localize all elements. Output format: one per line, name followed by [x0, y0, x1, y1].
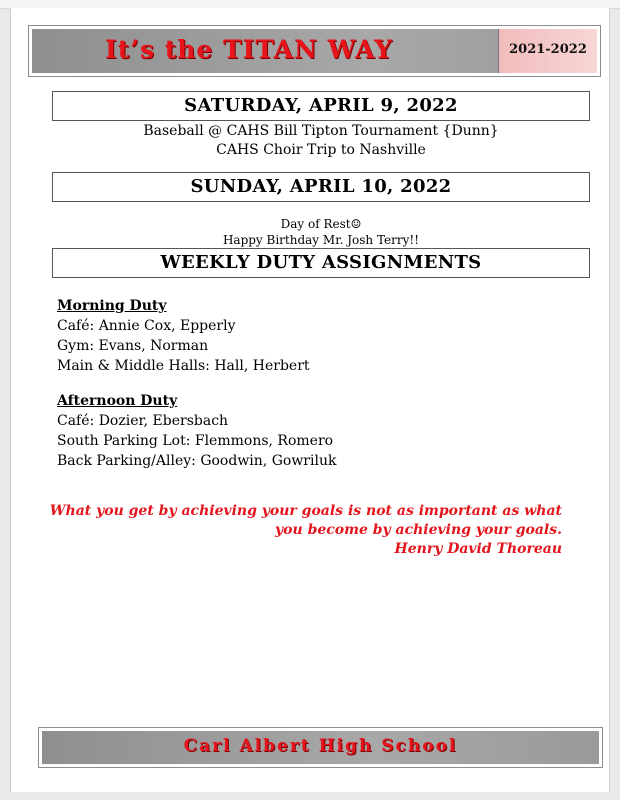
newsletter-page: [10, 8, 610, 792]
duty-line: Main & Middle Halls: Hall, Herbert: [57, 358, 310, 374]
afternoon-duty-section: [57, 391, 577, 471]
quote-line: What you get by achieving your goals is not as important as what: [49, 503, 562, 519]
afternoon-duty-heading: Afternoon Duty: [57, 393, 178, 409]
sunday-event: Happy Birthday Mr. Josh Terry!!: [222, 233, 420, 247]
duty-title-box: [52, 248, 590, 278]
sunday-event: Day of Rest☺: [280, 217, 362, 231]
quote-line: you become by achieving your goals.: [275, 522, 562, 538]
saturday-event: Baseball @ CAHS Bill Tipton Tournament {Dunn}: [143, 123, 499, 139]
saturday-date: SATURDAY, APRIL 9, 2022: [184, 95, 458, 116]
duty-line: Back Parking/Alley: Goodwin, Gowriluk: [57, 453, 337, 469]
duty-line: Gym: Evans, Norman: [57, 338, 209, 354]
morning-duty-heading: Morning Duty: [57, 298, 167, 314]
duty-line: Café: Annie Cox, Epperly: [57, 318, 236, 334]
quote: [22, 502, 562, 559]
duty-title: WEEKLY DUTY ASSIGNMENTS: [160, 252, 482, 273]
saturday-date-box: [52, 91, 590, 121]
saturday-event: CAHS Choir Trip to Nashville: [216, 142, 426, 158]
quote-author: Henry David Thoreau: [394, 541, 562, 557]
year-label: 2021-2022: [509, 42, 587, 57]
footer-school-name: Carl Albert High School: [183, 736, 458, 756]
morning-duty-section: [57, 296, 577, 376]
duty-line: South Parking Lot: Flemmons, Romero: [57, 433, 334, 449]
sunday-date-box: [52, 172, 590, 202]
header-banner: [28, 25, 601, 77]
footer-banner: [38, 727, 603, 768]
duty-line: Café: Dozier, Ebersbach: [57, 413, 229, 429]
year-badge: [498, 29, 597, 73]
sunday-date: SUNDAY, APRIL 10, 2022: [190, 176, 452, 197]
header-title: It’s the TITAN WAY: [105, 35, 394, 64]
